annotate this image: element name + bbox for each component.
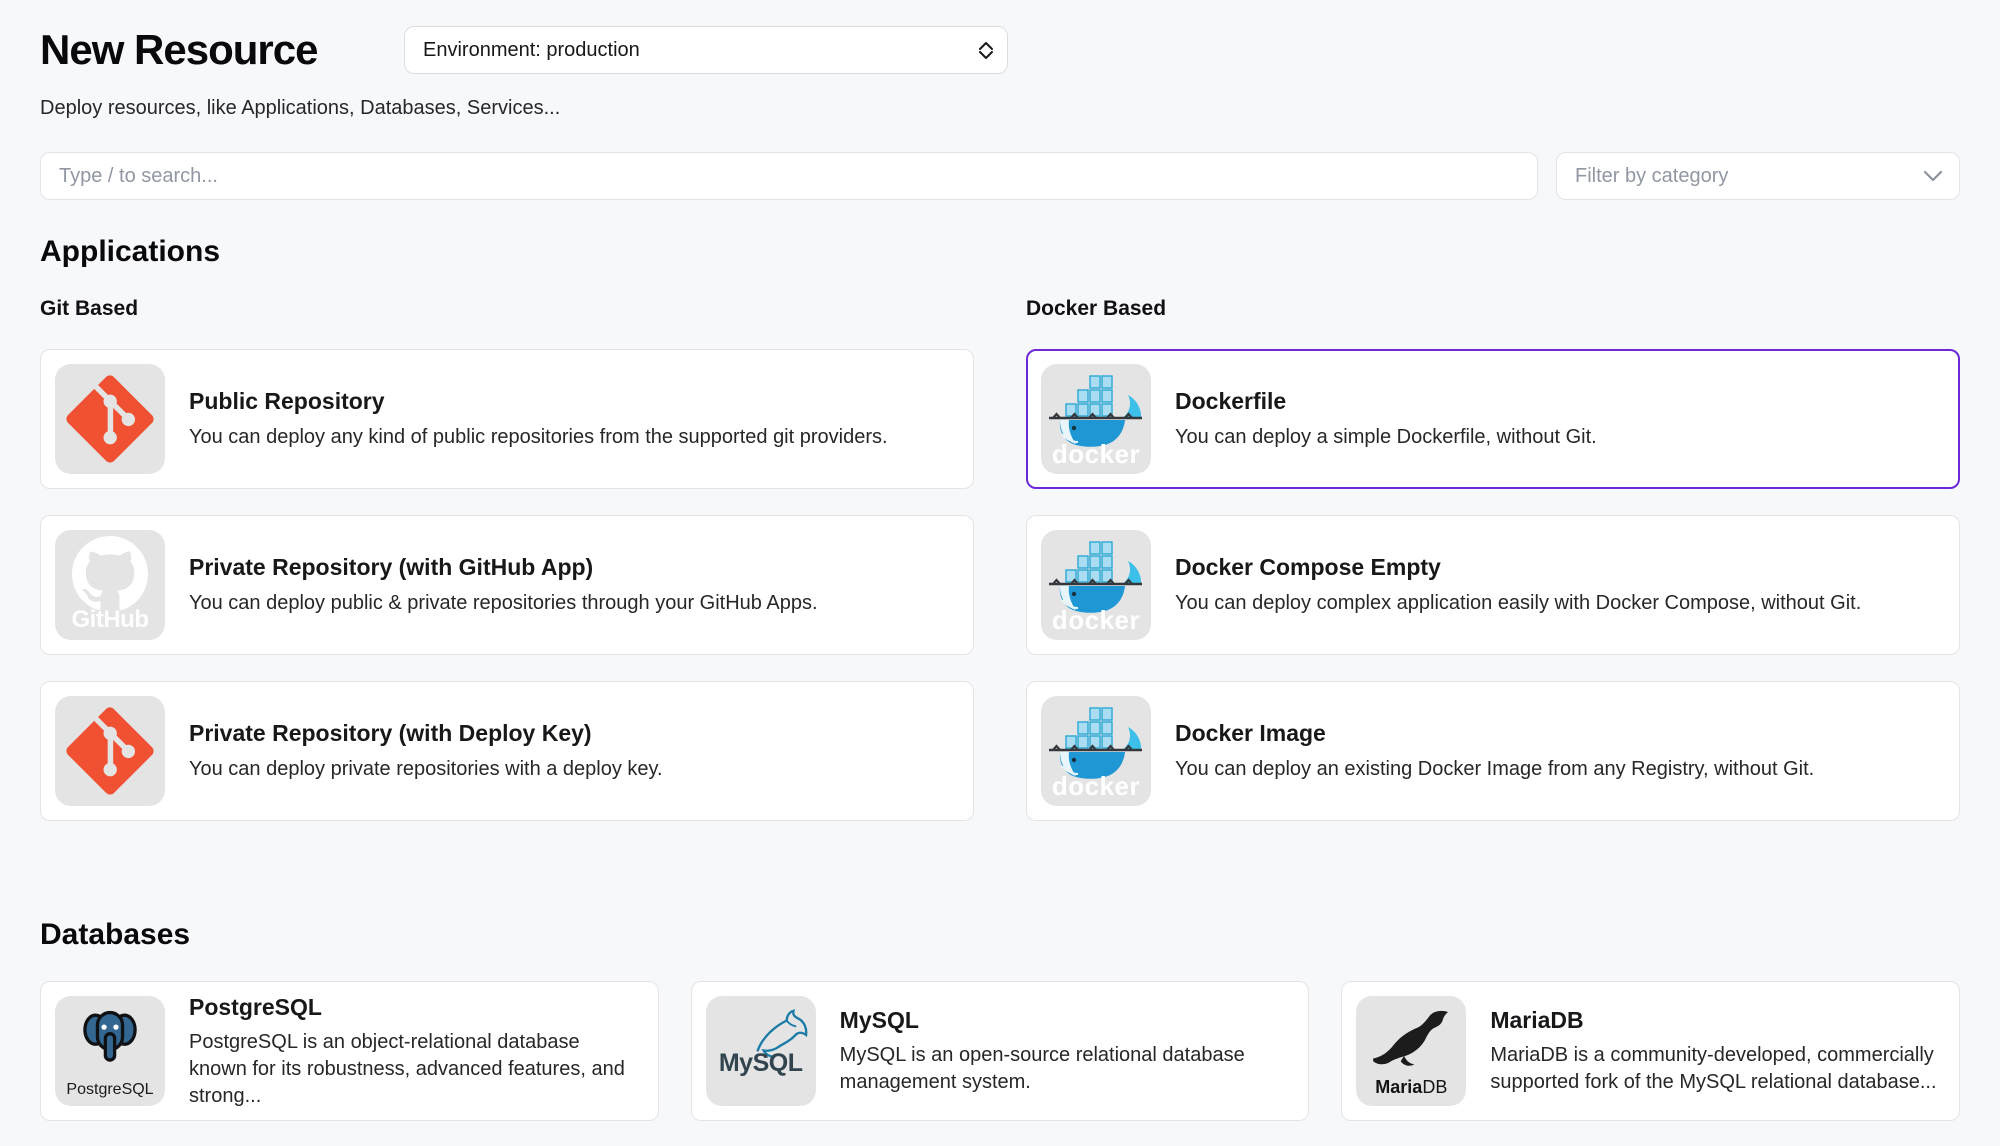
page-title: New Resource	[40, 26, 318, 73]
card-title: MariaDB	[1490, 1007, 1584, 1033]
chevron-updown-icon	[979, 42, 993, 59]
postgresql-icon-label: PostgreSQL	[66, 1081, 154, 1098]
card-docker-compose-empty[interactable]	[1026, 515, 1960, 655]
card-title: Docker Image	[1175, 720, 1326, 746]
card-title: Public Repository	[189, 388, 385, 414]
git-icon	[55, 696, 165, 806]
docker-based-column	[1026, 296, 1960, 821]
card-title: MySQL	[839, 1007, 919, 1033]
card-title: Private Repository (with GitHub App)	[189, 554, 594, 580]
docker-icon	[1041, 530, 1151, 640]
postgresql-icon	[55, 996, 165, 1106]
environment-select-value: Environment: production	[423, 38, 640, 61]
search-row	[40, 152, 1960, 200]
card-public-repository[interactable]	[40, 349, 974, 489]
databases-heading: Databases	[40, 918, 191, 951]
docker-icon-label: docker	[1051, 439, 1141, 469]
environment-select[interactable]	[404, 26, 1008, 74]
github-icon	[55, 530, 165, 640]
page-header	[40, 26, 1960, 74]
docker-based-heading: Docker Based	[1026, 297, 1167, 320]
github-icon-label: GitHub	[71, 606, 149, 633]
card-mysql[interactable]	[691, 981, 1310, 1121]
card-postgresql[interactable]	[40, 981, 659, 1121]
applications-heading: Applications	[40, 235, 221, 268]
git-icon	[55, 364, 165, 474]
docker-icon	[1041, 696, 1151, 806]
card-description: MySQL is an open-source relational database management system.	[839, 1044, 1245, 1093]
mariadb-icon	[1356, 996, 1466, 1106]
card-description: PostgreSQL is an object-relational database known for its robustness, advanced features, and strong...	[189, 1030, 625, 1107]
card-description: MariaDB is a community-developed, commercially supported fork of the MySQL relational database...	[1490, 1044, 1937, 1093]
category-filter-label: Filter by category	[1575, 164, 1729, 187]
card-docker-image[interactable]	[1026, 681, 1960, 821]
card-private-repository-deploy-key[interactable]	[40, 681, 974, 821]
applications-grid	[40, 296, 1960, 821]
card-title: Docker Compose Empty	[1175, 554, 1441, 580]
category-filter-select[interactable]	[1556, 152, 1960, 200]
chevron-down-icon	[1923, 165, 1943, 188]
card-description: You can deploy a simple Dockerfile, without Git.	[1175, 426, 1597, 448]
mariadb-icon-label: MariaDB	[1375, 1077, 1448, 1097]
git-based-heading: Git Based	[40, 297, 139, 320]
mysql-icon-label: MySQL	[718, 1049, 803, 1077]
page-subtitle: Deploy resources, like Applications, Databases, Services...	[40, 97, 561, 119]
card-description: You can deploy complex application easily with Docker Compose, without Git.	[1175, 592, 1862, 614]
mysql-icon	[706, 996, 816, 1106]
card-mariadb[interactable]	[1341, 981, 1960, 1121]
card-description: You can deploy public & private repositories through your GitHub Apps.	[189, 592, 818, 614]
card-title: Private Repository (with Deploy Key)	[189, 720, 592, 746]
docker-icon-label: docker	[1051, 771, 1141, 801]
card-title: Dockerfile	[1175, 388, 1287, 414]
card-description: You can deploy an existing Docker Image from any Registry, without Git.	[1175, 758, 1815, 780]
card-title: PostgreSQL	[189, 993, 322, 1020]
card-private-repository-github-app[interactable]	[40, 515, 974, 655]
docker-icon	[1041, 364, 1151, 474]
databases-grid	[40, 981, 1960, 1121]
git-based-column	[40, 296, 974, 821]
search-input[interactable]	[40, 152, 1538, 200]
card-dockerfile[interactable]	[1026, 349, 1960, 489]
card-description: You can deploy private repositories with a deploy key.	[189, 758, 663, 780]
card-description: You can deploy any kind of public repositories from the supported git providers.	[189, 426, 888, 448]
docker-icon-label: docker	[1051, 605, 1141, 635]
